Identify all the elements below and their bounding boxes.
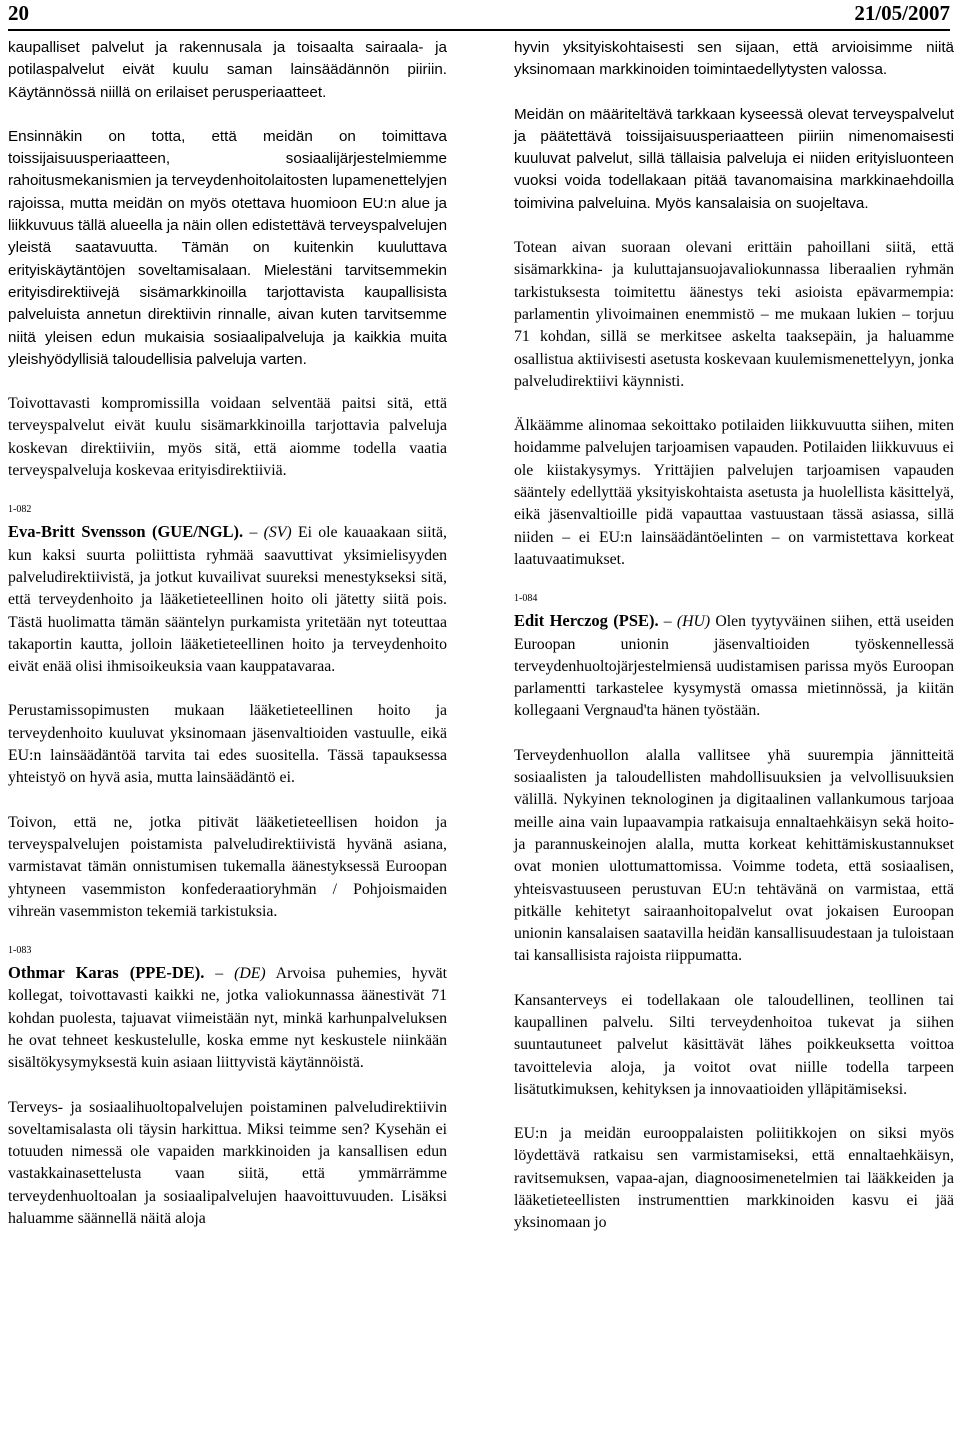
- header-rule: [8, 29, 950, 31]
- paragraph: Totean aivan suoraan olevani erittäin pahoillani siitä, että sisämarkkina- ja kuluttajansuojavaliokunnassa liberaalien ryhmän tarkistuksesta toimitettu äänestys teki asioista epävarmempia: parlamentin ylivoimainen enemmistö – me mukaan lukien – torjuu 71 kohdan, sillä se merkitsee askelta taaksepäin, ja haluamme osallistua aktiivisesti asetusta koskevaan kuulemismenettelyyn, jonka palveludirektiivi käynnisti.: [514, 239, 954, 390]
- speech-text: Ei ole kauaakaan siitä, kun kaksi suurta poliittista ryhmää saavuttivat yksimielisyyden palveludirektiivistä, ja jotkut kuvailivat suureksi menestykseksi sitä, että terveydenhoito ja lääketieteellinen hoito oli jätetty siitä pois. Tästä huolimatta tämän sääntelyn purkamista yritetään nyt toteuttaa takaportin kautta, jolloin lääketieteellinen hoito ja terveydenhoito eivät enää olisi ihmisoikeuksia vaan kauppatavaraa.: [8, 524, 447, 676]
- paragraph: EU:n ja meidän eurooppalaisten poliitikkojen on siksi myös löydettävä ratkaisu sen varmistamiseksi, että ennaltaehkäisyn, ravitsemuksen, vapaa-ajan, diagnoosimenetelmien tai lääkkeiden ja lääketieteellisten instrumenttien markkinoiden kasvu ei jää yksinomaan jo: [514, 1125, 954, 1232]
- paragraph: Kansanterveys ei todellakaan ole taloudellinen, teollinen tai kaupallinen palvelu. Silti terveydenhoitoa tukevat ja siihen suuntautuneet palvelut käsittävät lähes poikkeuksetta voittoa tavoittelevia aloja, ja voitot ovat niille todella tarpeen lisätutkimuksen, kehityksen ja innovaatioiden ylläpitämiseksi.: [514, 991, 954, 1098]
- left-column: [8, 37, 447, 1252]
- right-column: [514, 37, 954, 1257]
- paragraph: Terveydenhuollon alalla vallitsee yhä suurempia jännitteitä sosiaalisten ja taloudellisten mahdollisuuksien ja velvollisuuksien välillä. Nykyinen teknologinen ja digitaalinen vallankumous tarjoaa meille aina vain lupaavampia ratkaisuja ennaltaehkäisyn sekä hoito- ja parannuskeinojen alalla, mutta korkeat kehittämiskustannukset ovat monien ulottumattomissa. Voimme todeta, että sosiaalisen, yhteisvastuuseen perustuvan EU:n tehtävänä on varmistaa, että pitkälle kehitetyt sairaanhoitopalvelut ovat jokaisen Euroopan unionin kansalaisen saatavilla heidän kansallisuudestaan ja tuloistaan tai kansallisista rajoista riippumatta.: [514, 746, 954, 965]
- paragraph: Toivottavasti kompromissilla voidaan selventää paitsi sitä, että terveyspalvelut eivät kuulu sisämarkkinoilla tarjottavia palveluja koskevan direktiiviin, myös sitä, että aiomme todella vaatia terveyspalveluja koskevaa erityisdirektiiviä.: [8, 395, 447, 480]
- paragraph: Ensinnäkin on totta, että meidän on toimittava toissijaisuusperiaatteen, sosiaalijärjestelmiemme rahoitusmekanismien ja terveydenhoitolaitosten lupamenettelyjen rajoissa, mutta meidän on myös otettava huomioon EU:n alue ja liikkuvuus tällä alueella ja näin ollen edistettävä terveyspalvelujen yleistä saatavuutta. Tämän on kuitenkin kuuluttava erityiskäytäntöjen soveltamisalaan. Mielestäni tarvitsemmekin erityisdirektiivejä sisämarkkinoilla tarjottavista kaupallisista palveluista annetun direktiivin rinnalle, aivan kuten tarvitsemme niitä yleisen edun mukaisia sosiaalipalveluja ja kaikkia muita yleishyödyllisiä taloudellisia palveluja varten.: [8, 127, 448, 368]
- paragraph: kaupalliset palvelut ja rakennusala ja toisaalta sairaala- ja potilaspalvelut eivät kuulu saman lainsäädännön piiriin. Käytännössä niillä on erilaiset perusperiaatteet.: [8, 39, 447, 101]
- document-date: 21/05/2007: [854, 1, 950, 25]
- paragraph: Älkäämme alinomaa sekoittako potilaiden liikkuvuutta siihen, miten hoidamme palvelujen tarjoamisen vapauden. Potilaiden liikkuvuus ei ole kiistakysymys. Yrittäjien palvelujen tarjoamisen vapauden sääntely edellyttää yksityiskohtaista asetusta ja huolellista käsittelyä, eikä jäsenvaltioille pidä vapauttaa vastuustaan tässä asiassa, sillä niiden – ei EU:n lainsäädäntöelinten – on varmistettava korkeat laatuvaatimukset.: [514, 417, 954, 568]
- speaker-name: Eva-Britt Svensson (GUE/NGL).: [8, 522, 244, 542]
- paragraph: Terveys- ja sosiaalihuoltopalvelujen poistaminen palveludirektiivin soveltamisalasta oli täysin harkittua. Miksi teimme sen? Kysehän ei totuuden nimessä ole vapaiden markkinoiden ja kansallisen edun vastakkainasettelusta vaan siitä, että ymmärrämme terveydenhuoltoalan ja sosiaalipalvelujen haavoittuvuuden. Lisäksi haluamme säännellä näitä aloja: [8, 1098, 447, 1228]
- paragraph: hyvin yksityiskohtaisesti sen sijaan, että arvioisimme niitä yksinomaan markkinoiden toimintaedellytysten valossa.: [514, 39, 954, 79]
- speech-paragraph: Othmar Karas (PPE-DE). – (DE) Arvoisa puhemies, hyvät kollegat, toivottavasti kaikki ne, jotka valiokunnassa äänestivät 71 kohdan puolesta, tajuavat viimeistään nyt, minkä karhunpalveluksen he ovat tehneet keskustelulle, koska emme nyt keskustele niinkään sisältökysymyksestä kuin asiaan liittyvistä käytännöistä.: [8, 963, 448, 1072]
- paragraph: Toivon, että ne, jotka pitivät lääketieteellisen hoidon ja terveyspalvelujen poistamista palveludirektiivistä hyvänä asiana, varmistavat tämän onnistumisen tukemalla äänestyksessä Euroopan yhtyneen vasemmiston konfederaatioryhmän / Pohjoismaiden vihreän vasemmiston tekemiä tarkistuksia.: [8, 813, 447, 920]
- intervention-code: 1-082: [8, 504, 32, 516]
- language-code: (DE): [234, 965, 266, 983]
- paragraph: Perustamissopimusten mukaan lääketieteellinen hoito ja terveydenhoito kuuluvat yksinomaan jäsenvaltioiden vastuulle, eikä EU:n lainsäädäntöä tarvita tai edes suositella. Tässä tapauksessa yhteistyö on hyvä asia, mutta lainsäädäntö ei.: [8, 702, 447, 787]
- speaker-name: Othmar Karas (PPE-DE).: [8, 963, 205, 983]
- speech-paragraph: Eva-Britt Svensson (GUE/NGL). – (SV) Ei ole kauaakaan siitä, kun kaksi suurta poliittista ryhmää saavuttivat yksimielisyyden palveludirektiivistä, ja jotkut kuvailivat suureksi menestykseksi sitä, että terveydenhoito ja lääketieteellinen hoito oli jätetty siitä pois. Tästä huolimatta tämän sääntelyn purkamista yritetään nyt toteuttaa takaportin kautta, jolloin lääketieteellinen hoito ja terveydenhoito eivät enää olisi ihmisoikeuksia vaan kauppatavaraa.: [8, 522, 447, 676]
- speech-paragraph: Edit Herczog (PSE). – (HU) Olen tyytyväinen siihen, että useiden Euroopan unionin jäsenvaltioiden työskennellessä terveydenhuoltojärjestelmiensä uudistamisen parissa myös Euroopan parlamentti tarkastelee kysymystä omassa mietinnössä, ja kiitän kollegaani Vergnaud'ta hänen työstään.: [514, 611, 955, 720]
- page-number: 20: [8, 1, 29, 25]
- speech-text: Olen tyytyväinen siihen, että useiden Euroopan unionin jäsenvaltioiden työskennellessä terveydenhuoltojärjestelmiensä uudistamisen parissa myös Euroopan parlamentti tarkastelee kysymystä omassa mietinnössä, ja kiitän kollegaani Vergnaud'ta hänen työstään.: [514, 613, 955, 720]
- language-code: (HU): [676, 613, 711, 631]
- paragraph: Meidän on määriteltävä tarkkaan kyseessä olevat terveyspalvelut ja päätettävä toissijaisuusperiaatteen piiriin nimenomaisesti kuuluvat palvelut, sillä tällaisia palveluja ei niiden erityisluonteen vuoksi voida todellakaan pitää tavanomaisina markkinaehdoilla toimivina palveluina. Myös kansalaisia on suojeltava.: [514, 105, 954, 212]
- speaker-name: Edit Herczog (PSE).: [514, 611, 659, 631]
- language-code: (SV): [263, 524, 292, 542]
- intervention-code: 1-083: [8, 945, 32, 957]
- intervention-code: 1-084: [514, 593, 538, 605]
- speech-text: Arvoisa puhemies, hyvät kollegat, toivottavasti kaikki ne, jotka valiokunnassa äänestivät 71 kohdan puolesta, tajuavat viimeistään nyt, minkä karhunpalveluksen he ovat tehneet keskustelulle, koska emme nyt keskustele niinkään sisältökysymyksestä kuin asiaan liittyvistä käytännöistä.: [8, 965, 448, 1072]
- page-header: [8, 0, 950, 26]
